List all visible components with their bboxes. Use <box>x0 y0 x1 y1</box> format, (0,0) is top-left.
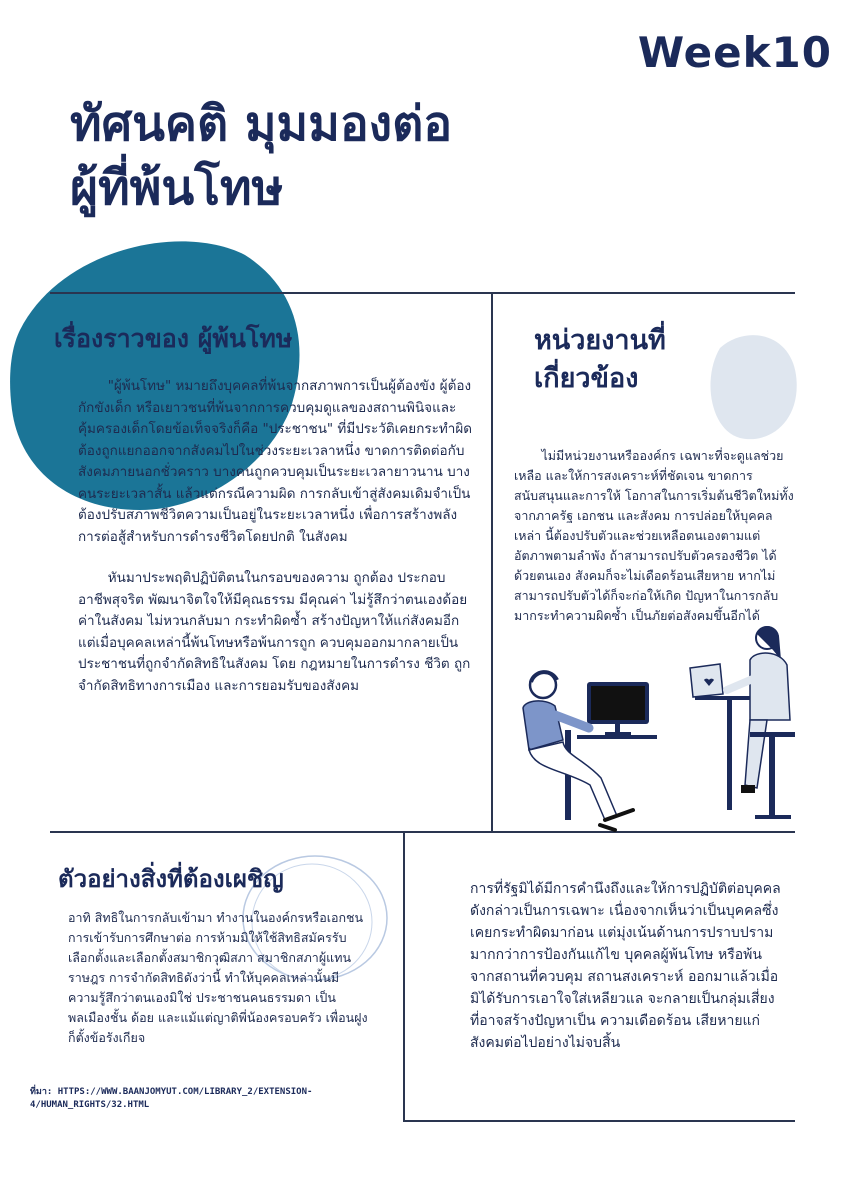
examples-body <box>68 908 368 1048</box>
top-divider <box>50 292 795 294</box>
story-paragraph-2: หันมาประพฤติปฏิบัติตนในกรอบของความ ถูกต้อง ประกอบอาชีพสุจริต พัฒนาจิตใจให้มีคุณธรรม มีคุณค่า ไม่รู้สึกว่าตนเองด้อยค่าในสังคม ไม่หวนกลับมา กระทำผิดซ้ำ สร้างปัญหาให้แก่สังคมอีก แต่เมื่อบุคคลเหล่านี้พ้นโทษหรือพ้นการถูก ควบคุมออกมากลายเป็นประชาชนที่ถูกจำกัดสิทธิในสังคม โดย กฎหมายในการดำรง ชีวิต ถูกจำกัดสิทธิทางการเมือง และการยอมรับของสังคม <box>78 570 471 694</box>
examples-paragraph: อาทิ สิทธิในการกลับเข้ามา ทำงานในองค์กรหรือเอกชน การเข้ารับการศึกษาต่อ การห้ามมิให้ใช้สิทธิสมัครรับ เลือกตั้งและเลือกตั้งสมาชิกวุฒิสภา สมาชิกสภาผู้แทนราษฎร การจำกัดสิทธิดังว่านี้ ทำให้บุคคลเหล่านั้นมีความรู้สึกว่าตนเองมิใช่ ประชาชนคนธรรมดา เป็นพลเมืองชั้น ด้อย และแม้แต่ญาติพี่น้องครอบครัว เพื่อนฝูงก็ตั้งข้อรังเกียจ <box>68 910 368 1045</box>
title-line-2: ผู้ที่พ้นโทษ <box>70 160 284 216</box>
vertical-divider-bottom <box>403 831 405 1121</box>
story-body <box>78 376 478 697</box>
agency-body <box>514 446 796 626</box>
page-title <box>70 92 630 220</box>
vertical-divider-top <box>491 292 493 832</box>
agency-paragraph: ไม่มีหน่วยงานหรือองค์กร เฉพาะที่จะดูแลช่วยเหลือ และให้การสงเคราะห์ที่ชัดเจน ขาดการสนับสนุนและการให้ โอกาสในการเริ่มต้นชีวิตใหม่ทั้งจากภาครัฐ เอกชน และสังคม การปล่อยให้บุคคลเหล่า นี้ต้องปรับตัวและช่วยเหลือตนเองตามแต่อัตภาพตามลำพัง ถ้าสามารถปรับตัวครองชีวิต ได้ด้วยตนเอง สังคมก็จะไม่เดือดร้อนเสียหาย หากไม่สามารถปรับตัวได้ก็จะก่อให้เกิด ปัญหาในการกลับมากระทำความผิดซ้ำ เป็นภัยต่อสังคมขึ้นอีกได้ <box>514 448 794 623</box>
agency-heading-line-1: หน่วยงานที่ <box>534 325 666 356</box>
conclusion-paragraph: การที่รัฐมิได้มีการคำนึงถึงและให้การปฏิบัติต่อบุคคลดังกล่าวเป็นการเฉพาะ เนื่องจากเห็นว่าเป็นบุคคลซึ่งเคยกระทำผิดมาก่อน แต่มุ่งเน้นด้านการปราบปราม มากกว่าการป้องกันแก้ไข บุคคลผู้พ้นโทษ หรือพ้นจากสถานที่ควบคุม สถานสงเคราะห์ ออกมาแล้วเมื่อมิได้รับการเอาใจใส่เหลียวแล จะกลายเป็นกลุ่มเสี่ยงที่อาจสร้างปัญหาเป็น ความเดือดร้อน เสียหายแก่สังคมต่อไปอย่างไม่จบสิ้น <box>470 881 781 1051</box>
story-heading: เรื่องราวของ ผู้พ้นโทษ <box>54 324 293 353</box>
source-citation: ที่มา: HTTPS://WWW.BAANJOMYUT.COM/LIBRARY_2/EXTENSION-4/HUMAN_RIGHTS/32.HTML <box>30 1087 313 1110</box>
conclusion-body <box>470 878 782 1054</box>
people-working-illustration <box>505 620 805 835</box>
agency-heading <box>534 322 754 398</box>
bottom-divider <box>403 1120 795 1122</box>
agency-heading-line-2: เกี่ยวข้อง <box>534 363 639 394</box>
title-line-1: ทัศนคติ มุมมองต่อ <box>70 96 453 152</box>
examples-heading: ตัวอย่างสิ่งที่ต้องเผชิญ <box>58 865 284 893</box>
week-label: Week10 <box>637 28 832 77</box>
story-paragraph-1: "ผู้พ้นโทษ" หมายถึงบุคคลที่พ้นจากสภาพการเป็นผู้ต้องขัง ผู้ต้องกักขังเด็ก หรือเยาวชนที่พ้นจากการควบคุมดูแลของสถานพินิจและคุ้มครองเด็กโดยข้อเท็จจริงก็คือ "ประชาชน" ที่มีประวัติเคยกระทำผิด ต้องถูกแยกออกจากสังคมไปในช่วงระยะเวลาหนึ่ง ขาดการติดต่อกับสังคมภายนอกชั่วคราว บางคนถูกควบคุมเป็นระยะเวลายาวนาน บาง คนระยะเวลาสั้น แล้วแต่กรณีความผิด การกลับเข้าสู่สังคมเดิมจำเป็นต้องปรับสภาพชีวิตความเป็นอยู่ในระยะเวลาหนึ่ง เพื่อการสร้างพลังการต่อสู้สำหรับการดำรงชีวิตโดยปกติ ในสังคม <box>78 378 473 545</box>
